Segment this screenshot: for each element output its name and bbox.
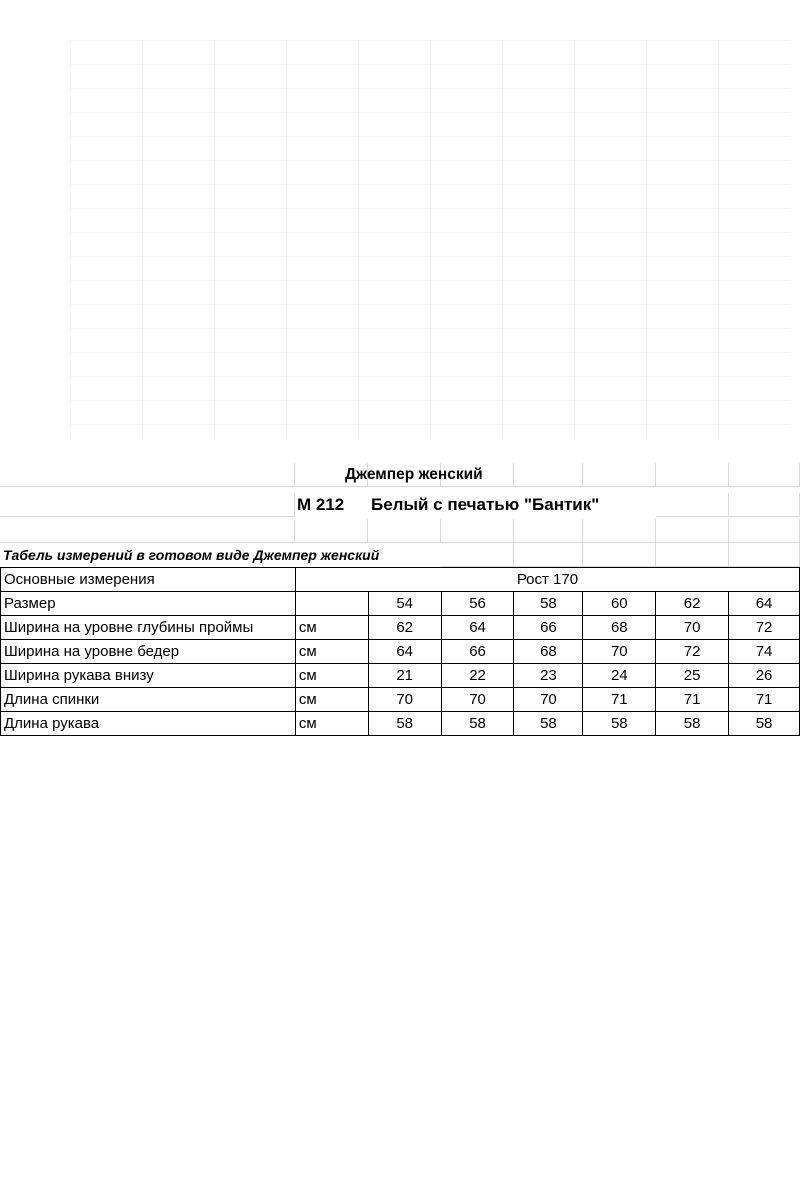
- model-number: М 212: [297, 495, 345, 514]
- unit-cell: см: [295, 640, 368, 664]
- measurement-label: Длина рукава: [1, 712, 296, 736]
- unit-cell: см: [295, 664, 368, 688]
- unit-cell: см: [295, 712, 368, 736]
- value-cell: 70: [583, 640, 656, 664]
- model-row: [0, 493, 800, 517]
- value-cell: 71: [656, 688, 729, 712]
- value-cell: 54: [368, 592, 441, 616]
- table-row: [1, 616, 800, 640]
- title-row: [0, 463, 800, 487]
- header-label: Основные измерения: [1, 568, 296, 592]
- value-cell: 25: [656, 664, 729, 688]
- table-row: [1, 664, 800, 688]
- caption-row: [0, 543, 800, 567]
- table-header-row: [1, 568, 800, 592]
- measurement-label: Ширина рукава внизу: [1, 664, 296, 688]
- empty-row: [0, 519, 800, 543]
- value-cell: 58: [583, 712, 656, 736]
- value-cell: 64: [441, 616, 514, 640]
- table-row: [1, 688, 800, 712]
- value-cell: 22: [441, 664, 514, 688]
- value-cell: 62: [656, 592, 729, 616]
- table-caption: Табель измерений в готовом виде Джемпер женский: [3, 547, 380, 563]
- value-cell: 68: [583, 616, 656, 640]
- value-cell: 60: [583, 592, 656, 616]
- value-cell: 70: [441, 688, 514, 712]
- table-row: [1, 712, 800, 736]
- value-cell: 58: [368, 712, 441, 736]
- table-row: [1, 640, 800, 664]
- value-cell: 70: [514, 688, 583, 712]
- value-cell: 21: [368, 664, 441, 688]
- value-cell: 74: [729, 640, 800, 664]
- color-description: Белый с печатью "Бантик": [371, 495, 600, 514]
- value-cell: 58: [656, 712, 729, 736]
- value-cell: 56: [441, 592, 514, 616]
- value-cell: 70: [656, 616, 729, 640]
- unit-cell: [295, 592, 368, 616]
- value-cell: 24: [583, 664, 656, 688]
- value-cell: 71: [729, 688, 800, 712]
- value-cell: 58: [514, 592, 583, 616]
- background-watermark-grid: [70, 40, 790, 440]
- value-cell: 66: [514, 616, 583, 640]
- measurement-label: Размер: [1, 592, 296, 616]
- value-cell: 58: [441, 712, 514, 736]
- value-cell: 66: [441, 640, 514, 664]
- value-cell: 62: [368, 616, 441, 640]
- value-cell: 58: [729, 712, 800, 736]
- unit-cell: см: [295, 616, 368, 640]
- document-title: Джемпер женский: [345, 466, 483, 483]
- measurement-label: Ширина на уровне глубины проймы: [1, 616, 296, 640]
- value-cell: 58: [514, 712, 583, 736]
- value-cell: 64: [729, 592, 800, 616]
- value-cell: 70: [368, 688, 441, 712]
- value-cell: 68: [514, 640, 583, 664]
- value-cell: 72: [656, 640, 729, 664]
- measurement-table: [0, 567, 800, 736]
- table-row: [1, 592, 800, 616]
- measurement-label: Длина спинки: [1, 688, 296, 712]
- value-cell: 26: [729, 664, 800, 688]
- measurement-label: Ширина на уровне бедер: [1, 640, 296, 664]
- value-cell: 71: [583, 688, 656, 712]
- unit-cell: см: [295, 688, 368, 712]
- height-label: Рост 170: [295, 568, 799, 592]
- value-cell: 64: [368, 640, 441, 664]
- value-cell: 23: [514, 664, 583, 688]
- value-cell: 72: [729, 616, 800, 640]
